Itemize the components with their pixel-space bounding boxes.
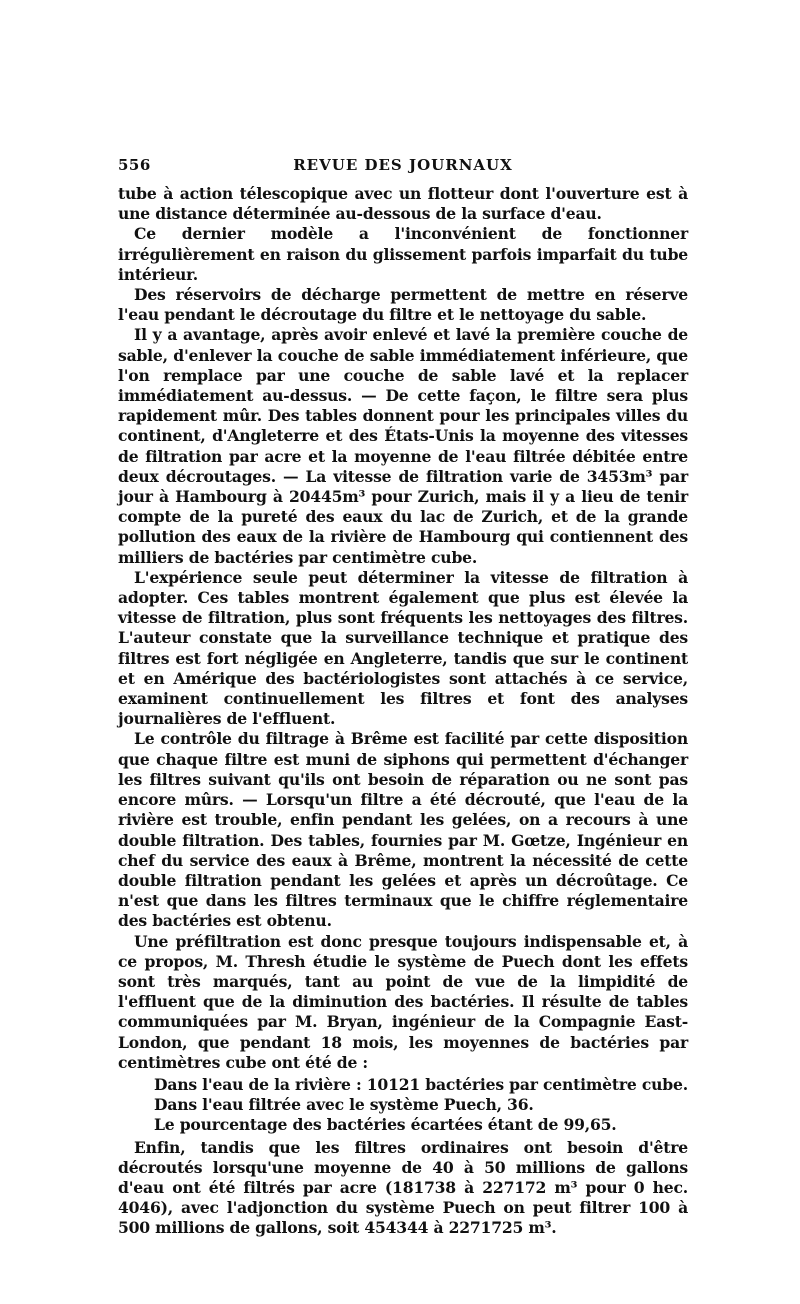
document-page <box>118 156 688 1239</box>
running-head <box>118 156 688 180</box>
paragraph-filter-float: tube à action télescopique avec un flotteur dont l'ouverture est à une distance déterminée au-dessous de la surface d'eau. <box>118 184 688 224</box>
page-number: 556 <box>118 156 151 174</box>
paragraph-experience: L'expérience seule peut déterminer la vitesse de filtration à adopter. Ces tables montrent également que plus est élevée la vitesse de filtration, plus sont fréquents les nettoyages des filtres. L'auteur constate que la surveillance technique et pratique des filtres est fort négligée en Angleterre, tandis que sur le continent et en Amérique des bactériologistes sont attachés à ce service, examinent continuellement les filtres et font des analyses journalières de l'effluent. <box>118 567 688 729</box>
paragraph-bremen-control: Le contrôle du filtrage à Brême est facilité par cette disposition que chaque filtre est muni de siphons qui permettent d'échanger les filtres suivant qu'ils ont besoin de réparation ou ne sont pas encore mûrs. — Lorsqu'un filtre a été décrouté, que l'eau de la rivière est trouble, enfin pendant les gelées, on a recours à une double filtration. Des tables, fournies par M. Gœtze, Ingénieur en chef du service des eaux à Brême, montrent la nécessité de cette double filtration pendant les gelées et après un décroûtage. Ce n'est que dans les filtres terminaux que le chiffre réglementaire des bactéries est obtenu. <box>118 729 688 931</box>
paragraph-closing: Enfin, tandis que les filtres ordinaires ont besoin d'être décroutés lorsqu'une moyenne de 40 à 50 millions de gallons d'eau ont été filtrés par acre (181738 à 227172 m³ pour 0 hec. 4046), avec l'adjonction du système Puech on peut filtrer 100 à 500 millions de gallons, soit 454344 à 2271725 m³. <box>118 1137 688 1238</box>
paragraph-reservoirs: Des réservoirs de décharge permettent de mettre en réserve l'eau pendant le décroutage du filtre et le nettoyage du sable. <box>118 285 688 325</box>
paragraph-sand-layers: Il y a avantage, après avoir enlevé et lavé la première couche de sable, d'enlever la couche de sable immédiatement inférieure, que l'on remplace par une couche de sable lavé et la replacer immédiatement au-dessus. — De cette façon, le filtre sera plus rapidement mûr. Des tables donnent pour les principales villes du continent, d'Angleterre et des États-Unis la moyenne des vitesses de filtration par acre et la moyenne de l'eau filtrée débitée entre deux décroutages. — La vitesse de filtration varie de 3453m³ par jour à Hambourg à 20445m³ pour Zurich, mais il y a lieu de tenir compte de la pureté des eaux du lac de Zurich, et de la grande pollution des eaux de la rivière de Hambourg qui contiennent des milliers de bactéries par centimètre cube. <box>118 325 688 567</box>
listing-line-percentage: Le pourcentage des bactéries écartées étant de 99,65. <box>154 1115 617 1135</box>
listing-line-puech: Dans l'eau filtrée avec le système Puech, 36. <box>154 1095 534 1115</box>
paragraph-model-drawback: Ce dernier modèle a l'inconvénient de fonctionner irrégulièrement en raison du glissement parfois imparfait du tube intérieur. <box>118 224 688 284</box>
journal-title: REVUE DES JOURNAUX <box>293 156 513 174</box>
listing-line-river: Dans l'eau de la rivière : 10121 bactéries par centimètre cube. <box>154 1074 688 1094</box>
paragraph-prefiltration: Une préfiltration est donc presque toujours indispensable et, à ce propos, M. Thresh étudie le système de Puech dont les effets sont très marqués, tant au point de vue de la limpidité de l'effluent que de la diminution des bactéries. Il résulte de tables communiquées par M. Bryan, ingénieur de la Compagnie East-London, que pendant 18 mois, les moyennes de bactéries par centimètres cube ont été de : <box>118 931 688 1072</box>
bacteria-listing <box>118 1075 688 1136</box>
article-body <box>118 184 688 1239</box>
